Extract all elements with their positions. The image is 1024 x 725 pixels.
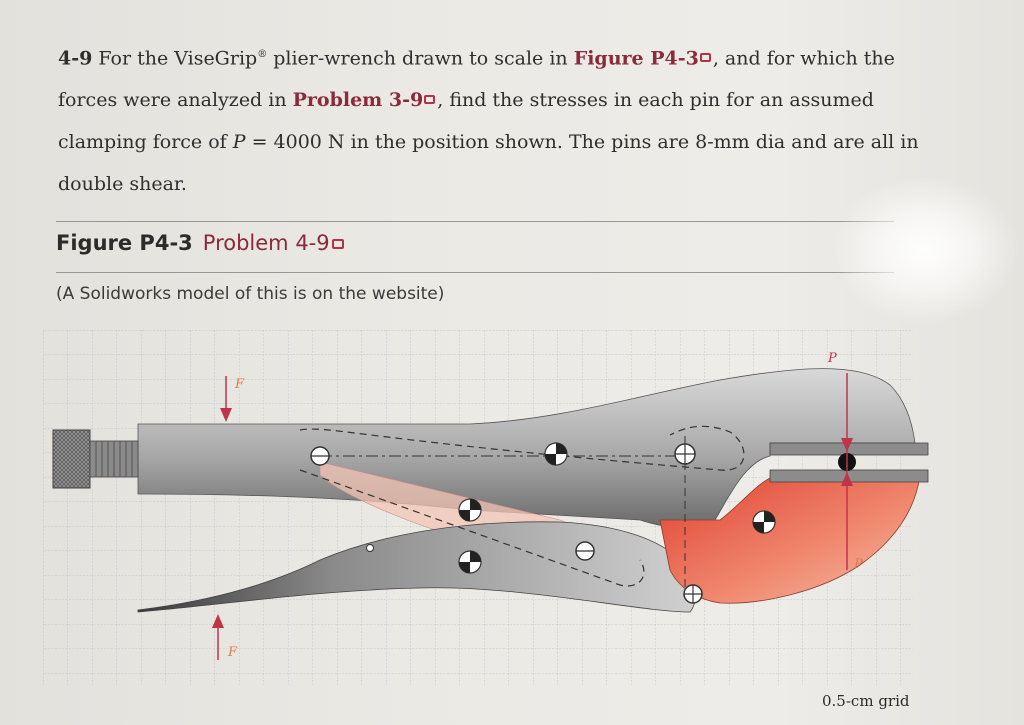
figure-problem-link[interactable]: Problem 4-9 xyxy=(202,231,330,255)
pin-2 xyxy=(545,443,567,465)
pin-8 xyxy=(684,585,702,603)
force-label-bottom-f: F xyxy=(228,645,238,660)
pin-4 xyxy=(459,499,481,521)
pin-5 xyxy=(459,551,481,573)
force-label-top-f: F xyxy=(235,377,245,392)
problem-text-3: , and for which the forces were analyzed in xyxy=(58,47,895,112)
problem-text-5: = 4000 N in the position shown. The pins are 8-mm dia and are all in double shear. xyxy=(58,131,919,196)
figure-label: Figure P4-3 xyxy=(56,231,193,255)
problem-number: 4-9 xyxy=(58,47,93,70)
pin-3 xyxy=(675,444,695,464)
pin-1 xyxy=(311,447,329,465)
figure-reference-link[interactable]: Figure P4-3 xyxy=(573,47,699,70)
figure-caption: (A Solidworks model of this is on the website) xyxy=(56,284,445,304)
problem-text-4: , find the stresses in each pin for an assumed clamping force of xyxy=(58,89,874,154)
registered-mark: ® xyxy=(257,49,268,60)
pin-7 xyxy=(753,511,775,533)
problem-reference-link[interactable]: Problem 3-9 xyxy=(292,89,424,112)
adjusting-screw-knob xyxy=(53,430,90,488)
grid-scale-note: 0.5-cm grid xyxy=(822,692,910,710)
force-label-top-p: P xyxy=(828,351,837,366)
force-symbol: P xyxy=(232,131,246,154)
small-hole xyxy=(367,545,374,552)
force-label-bottom-p: P xyxy=(854,557,863,572)
pin-6 xyxy=(576,542,594,560)
problem-text-2: plier-wrench drawn to scale in xyxy=(267,47,574,70)
problem-text-1: For the ViseGrip xyxy=(92,47,258,70)
